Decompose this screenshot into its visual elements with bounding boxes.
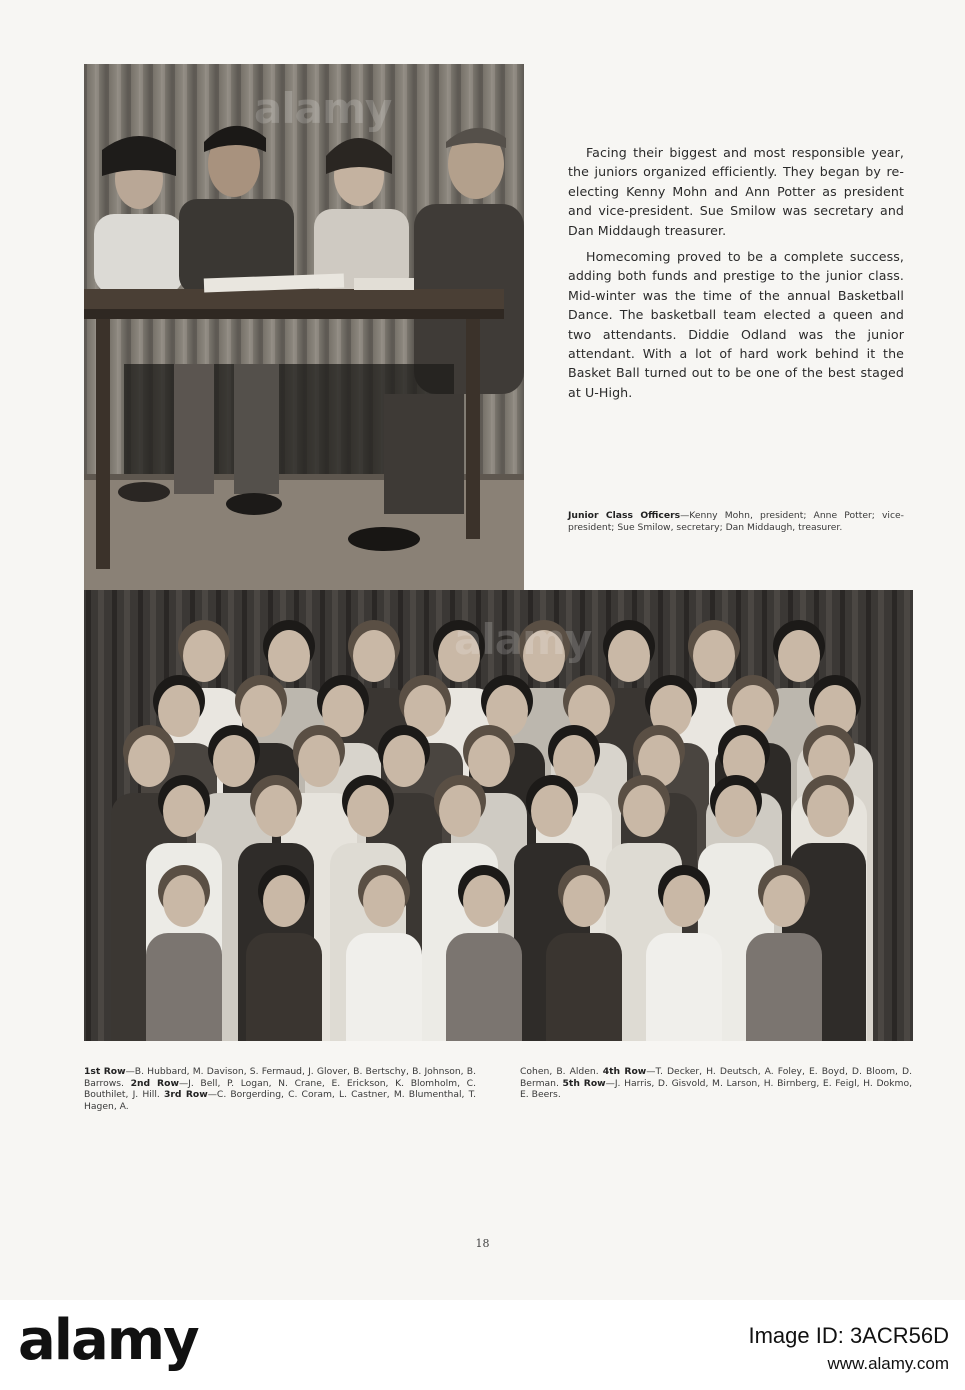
student-face [715, 785, 757, 837]
student-face [255, 785, 297, 837]
student-face [298, 735, 340, 787]
student-body [546, 933, 622, 1041]
row5-names: —J. Harris, D. Gisvold, M. Larson, H. Birnberg, E. Feigl, H. Dokmo, E. Beers. [520, 1077, 912, 1101]
student-face [663, 875, 705, 927]
student-face [163, 875, 205, 927]
row2-names: —J. Bell, P. Logan, N. Crane, E. Erickson, K. Blomholm, C. Bouthilet, J. Hill. [84, 1077, 476, 1101]
site-url: www.alamy.com [827, 1354, 949, 1373]
student-body [346, 933, 422, 1041]
row3-label: 3rd Row [163, 1089, 208, 1101]
paragraph-2: Homecoming proved to be a complete success, adding both funds and prestige to the junior class. Mid-winter was the time of the annual Basketball Dance. The basketball team elected a queen and two attendants. Diddie Odland was the junior attendant. With a lot of hard work behind it the Basket Ball turned out to be one of the best staged at U-High. [568, 249, 904, 400]
student-face [463, 875, 505, 927]
student-body [646, 933, 722, 1041]
student-face [163, 785, 205, 837]
row1-label: 1st Row [84, 1066, 126, 1077]
image-id: Image ID: 3ACR56D [748, 1323, 949, 1348]
student-body [146, 933, 222, 1041]
student-body [746, 933, 822, 1041]
officers-photo [84, 64, 524, 592]
student-face [763, 875, 805, 927]
row1-names: —B. Hubbard, M. Davison, S. Fermaud, J. Glover, B. Bertschy, B. Johnson, B. Barrows. [84, 1066, 476, 1089]
image-id-block [748, 1322, 949, 1378]
student-face [183, 630, 225, 682]
page-number: 18 [475, 1237, 490, 1250]
student-face [158, 685, 200, 737]
student-face [268, 630, 310, 682]
row4-label: 4th Row [602, 1066, 647, 1077]
officers-photo-illustration [84, 64, 524, 592]
rows-caption-left [84, 1066, 476, 1112]
student-face [807, 785, 849, 837]
row4-names: —T. Decker, H. Deutsch, A. Foley, E. Boyd, D. Bloom, D. Berman. [520, 1066, 913, 1089]
student-face [213, 735, 255, 787]
class-group-photo [84, 590, 913, 1041]
officers-caption-label: Junior Class Officers [568, 510, 681, 521]
rows-caption-right [520, 1066, 912, 1101]
student-face [778, 630, 820, 682]
student-face [693, 630, 735, 682]
row2-label: 2nd Row [130, 1077, 179, 1089]
student-face [128, 735, 170, 787]
student-face [523, 630, 565, 682]
officers-caption [568, 510, 904, 533]
student-face [363, 875, 405, 927]
student-face [347, 785, 389, 837]
student-face [468, 735, 510, 787]
student-body [446, 933, 522, 1041]
class-photo-illustration [84, 590, 913, 1041]
student-face [608, 630, 650, 682]
row5-label: 5th Row [562, 1077, 606, 1089]
student-face [531, 785, 573, 837]
student-face [563, 875, 605, 927]
student-body [246, 933, 322, 1041]
student-face [439, 785, 481, 837]
article-body [568, 143, 904, 409]
student-face [263, 875, 305, 927]
stock-footer [0, 1300, 965, 1390]
student-face [623, 785, 665, 837]
officers-caption-text: —Kenny Mohn, president; Anne Potter; vice-president; Sue Smilow, secretary; Dan Middaugh, treasurer. [568, 510, 905, 533]
student-face [383, 735, 425, 787]
row3-names-cont: Cohen, B. Alden. [520, 1066, 603, 1077]
paragraph-1: Facing their biggest and most responsible year, the juniors organized efficiently. They began by re-electing Kenny Mohn and Ann Potter as president and vice-president. Sue Smilow was secretary and Dan Middaugh treasurer. [568, 145, 904, 238]
alamy-logo: alamy [18, 1308, 198, 1373]
student-face [438, 630, 480, 682]
student-face [353, 630, 395, 682]
row3-names: —C. Borgerding, C. Coram, L. Castner, M. Blumenthal, T. Hagen, A. [84, 1089, 477, 1112]
